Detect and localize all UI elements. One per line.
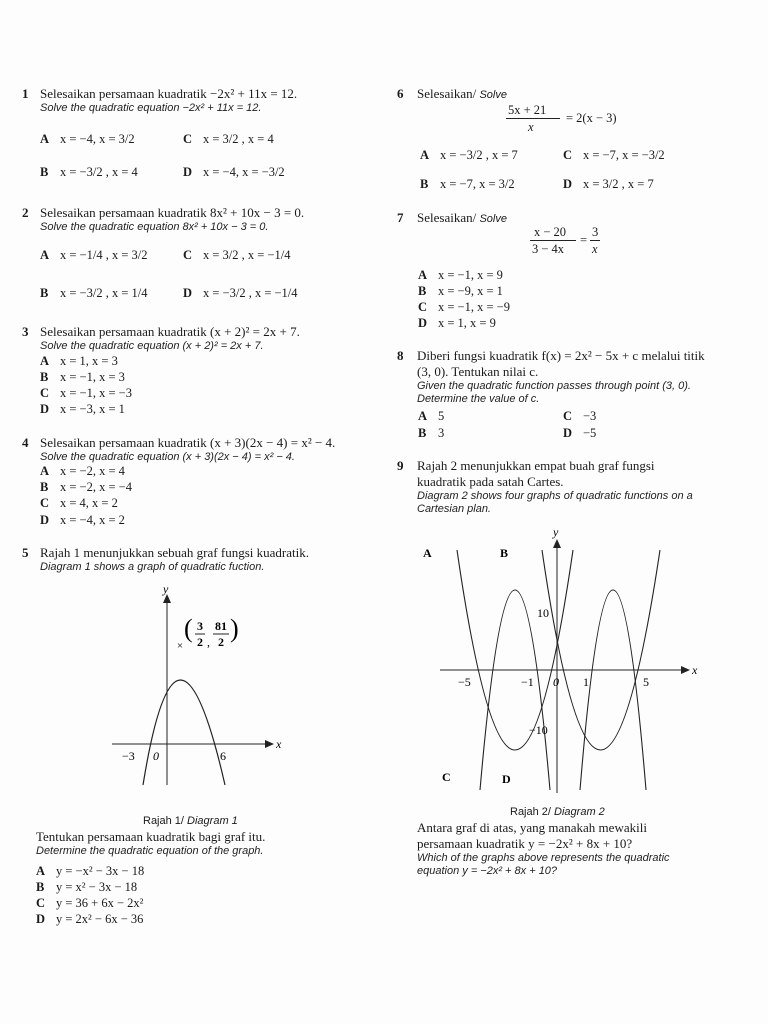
q1-option-a[interactable]: A x = −4, x = 3/2 <box>40 132 135 146</box>
q8-text-ms-1: Diberi fungsi kuadratik f(x) = 2x² − 5x + c melalui titik <box>417 348 705 363</box>
diagram-2-tick-1: 1 <box>583 675 589 689</box>
q2-option-d[interactable]: D x = −3/2 , x = −1/4 <box>183 286 298 300</box>
q1-option-d[interactable]: D x = −4, x = −3/2 <box>183 165 285 179</box>
diagram-1-x-arrow <box>265 740 274 748</box>
q8-text-en-1: Given the quadratic function passes through point (3, 0). <box>417 380 691 392</box>
q8-text-ms-2: (3, 0). Tentukan nilai c. <box>417 364 539 379</box>
q8-stem <box>417 348 747 406</box>
q2-text-en: Solve the quadratic equation 8x² + 10x − 3 = 0. <box>40 221 269 233</box>
diagram-1-parabola <box>143 680 225 785</box>
diagram-2-y-arrow <box>553 539 561 548</box>
diagram-1-vertex-y-den: 2 <box>218 635 224 649</box>
diagram-2-origin: 0 <box>553 675 559 689</box>
diagram-1-tick-6: 6 <box>220 749 226 763</box>
q5-text-en: Diagram 1 shows a graph of quadratic fuction. <box>40 561 265 573</box>
q7-number: 7 <box>397 210 404 225</box>
q1-number: 1 <box>22 86 29 101</box>
q1-option-c[interactable]: C x = 3/2 , x = 4 <box>183 132 274 146</box>
diagram-2-parabola-a <box>457 550 573 750</box>
diagram-2-parabola-b <box>580 590 646 790</box>
q4-option-c[interactable]: C x = 4, x = 2 <box>40 496 118 510</box>
q9-prompt-en-2: equation y = −2x² + 8x + 10? <box>417 865 558 877</box>
q6-option-b[interactable]: B x = −7, x = 3/2 <box>420 177 515 191</box>
q6-option-a[interactable]: A x = −3/2 , x = 7 <box>420 148 518 162</box>
q7-option-b[interactable]: B x = −9, x = 1 <box>418 284 503 298</box>
q8-text-en-2: Determine the value of c. <box>417 393 540 405</box>
q1-text-en: Solve the quadratic equation −2x² + 11x = 12. <box>40 102 262 114</box>
q4-number: 4 <box>22 435 29 450</box>
q5-number: 5 <box>22 545 29 560</box>
q9-stem <box>417 458 747 516</box>
diagram-2-graph <box>420 525 710 795</box>
q9-text-ms-2: kuadratik pada satah Cartes. <box>417 474 564 489</box>
diagram-2-parabola-c <box>480 590 550 790</box>
diagram-1-graph <box>100 580 300 795</box>
svg-text:,: , <box>207 635 210 649</box>
q4-option-d[interactable]: D x = −4, x = 2 <box>40 513 125 527</box>
q2-option-c[interactable]: C x = 3/2 , x = −1/4 <box>183 248 291 262</box>
q3-option-b[interactable]: B x = −1, x = 3 <box>40 370 125 384</box>
diagram-1-x-label: x <box>276 737 282 751</box>
q6-option-d[interactable]: D x = 3/2 , x = 7 <box>563 177 654 191</box>
q8-option-a[interactable]: A 5 <box>418 409 445 423</box>
q7-text-en: Solve <box>479 213 507 225</box>
q4-option-a[interactable]: A x = −2, x = 4 <box>40 464 125 478</box>
q6-option-c[interactable]: C x = −7, x = −3/2 <box>563 148 665 162</box>
q9-prompt-ms-1: Antara graf di atas, yang manakah mewakili <box>417 820 647 835</box>
q2-number: 2 <box>22 205 29 220</box>
q5-stem <box>40 545 370 574</box>
q5-prompt-ms: Tentukan persamaan kuadratik bagi graf itu. <box>36 829 266 844</box>
diagram-2-parabola-d <box>542 550 660 750</box>
q5-text-ms: Rajah 1 menunjukkan sebuah graf fungsi kuadratik. <box>40 545 309 560</box>
q9-text-ms-1: Rajah 2 menunjukkan empat buah graf fungsi <box>417 458 655 473</box>
q2-option-b[interactable]: B x = −3/2 , x = 1/4 <box>40 286 148 300</box>
diagram-2-label-c: C <box>442 770 451 784</box>
q5-option-a[interactable]: A y = −x² − 3x − 18 <box>36 864 145 878</box>
q3-stem <box>40 324 370 353</box>
diagram-1-tick-minus3: −3 <box>122 749 135 763</box>
q7-option-a[interactable]: A x = −1, x = 9 <box>418 268 503 282</box>
q9-text-en-2: Cartesian plan. <box>417 503 491 515</box>
q3-option-c[interactable]: C x = −1, x = −3 <box>40 386 132 400</box>
q2-text-ms: Selesaikan persamaan kuadratik 8x² + 10x − 3 = 0. <box>40 205 305 220</box>
diagram-2-x-label: x <box>692 663 698 677</box>
diagram-2-label-a: A <box>423 546 432 560</box>
diagram-1-y-label: y <box>163 582 169 596</box>
diagram-1-vertex-x-den: 2 <box>197 635 203 649</box>
q5-option-d[interactable]: D y = 2x² − 6x − 36 <box>36 912 144 926</box>
q9-text-en-1: Diagram 2 shows four graphs of quadratic functions on a <box>417 490 693 502</box>
q1-stem <box>40 86 360 115</box>
q3-number: 3 <box>22 324 29 339</box>
q7-text-ms: Selesaikan/ <box>417 210 477 225</box>
diagram-2-tick-5: 5 <box>643 675 649 689</box>
diagram-1-vertex-label <box>184 614 239 649</box>
diagram-1-caption: Rajah 1/ Diagram 1 <box>143 815 238 827</box>
diagram-1-vertex-y-num: 81 <box>215 619 227 633</box>
diagram-2-tick-10: 10 <box>537 606 549 620</box>
q7-stem <box>417 210 507 227</box>
q3-text-ms: Selesaikan persamaan kuadratik (x + 2)² = 2x + 7. <box>40 324 300 339</box>
svg-text:(: ( <box>184 614 193 643</box>
q8-option-b[interactable]: B 3 <box>418 426 445 440</box>
diagram-2-label-b: B <box>500 546 509 560</box>
q6-stem <box>417 86 507 103</box>
q4-stem <box>40 435 380 464</box>
svg-text:): ) <box>230 614 239 643</box>
diagram-1-vertex-marker: × <box>176 640 184 652</box>
q1-option-b[interactable]: B x = −3/2 , x = 4 <box>40 165 138 179</box>
q4-option-b[interactable]: B x = −2, x = −4 <box>40 480 132 494</box>
diagram-1-vertex-x-num: 3 <box>197 619 203 633</box>
q5-option-b[interactable]: B y = x² − 3x − 18 <box>36 880 138 894</box>
q4-text-en: Solve the quadratic equation (x + 3)(2x − 4) = x² − 4. <box>40 451 295 463</box>
q8-number: 8 <box>397 348 404 363</box>
q3-option-d[interactable]: D x = −3, x = 1 <box>40 402 125 416</box>
q4-text-ms: Selesaikan persamaan kuadratik (x + 3)(2x − 4) = x² − 4. <box>40 435 336 450</box>
q7-equation: x − 20 3 − 4x = 3 x <box>532 225 599 256</box>
q9-prompt-ms-2: persamaan kuadratik y = −2x² + 8x + 10? <box>417 836 633 851</box>
q8-option-c[interactable]: C −3 <box>563 409 597 423</box>
q1-text-ms: Selesaikan persamaan kuadratik −2x² + 11x = 12. <box>40 86 298 101</box>
q6-number: 6 <box>397 86 404 101</box>
q6-text-ms: Selesaikan/ <box>417 86 477 101</box>
q5-prompt <box>36 829 366 858</box>
q2-option-a[interactable]: A x = −1/4 , x = 3/2 <box>40 248 148 262</box>
q5-prompt-en: Determine the quadratic equation of the graph. <box>36 845 264 857</box>
q2-stem <box>40 205 360 234</box>
q7-option-c[interactable]: C x = −1, x = −9 <box>418 300 510 314</box>
q9-prompt-en-1: Which of the graphs above represents the quadratic <box>417 852 670 864</box>
diagram-2-caption: Rajah 2/ Diagram 2 <box>510 806 605 818</box>
q6-text-en: Solve <box>479 89 507 101</box>
q7-option-d[interactable]: D x = 1, x = 9 <box>418 316 496 330</box>
q3-text-en: Solve the quadratic equation (x + 2)² = 2x + 7. <box>40 340 264 352</box>
diagram-2-tick-minus1: −1 <box>521 675 534 689</box>
q5-option-c[interactable]: C y = 36 + 6x − 2x² <box>36 896 144 910</box>
diagram-2-y-label: y <box>553 525 559 539</box>
q9-number: 9 <box>397 458 404 473</box>
q9-prompt <box>417 820 747 878</box>
q8-option-d[interactable]: D −5 <box>563 426 597 440</box>
diagram-2-tick-minus5: −5 <box>458 675 471 689</box>
q3-option-a[interactable]: A x = 1, x = 3 <box>40 354 118 368</box>
diagram-2-label-d: D <box>502 772 511 786</box>
diagram-1-origin: 0 <box>153 749 159 763</box>
diagram-2-tick-minus10: −10 <box>529 723 548 737</box>
diagram-2-x-arrow <box>681 666 690 674</box>
q6-equation: 5x + 21 x = 2(x − 3) <box>508 103 617 134</box>
